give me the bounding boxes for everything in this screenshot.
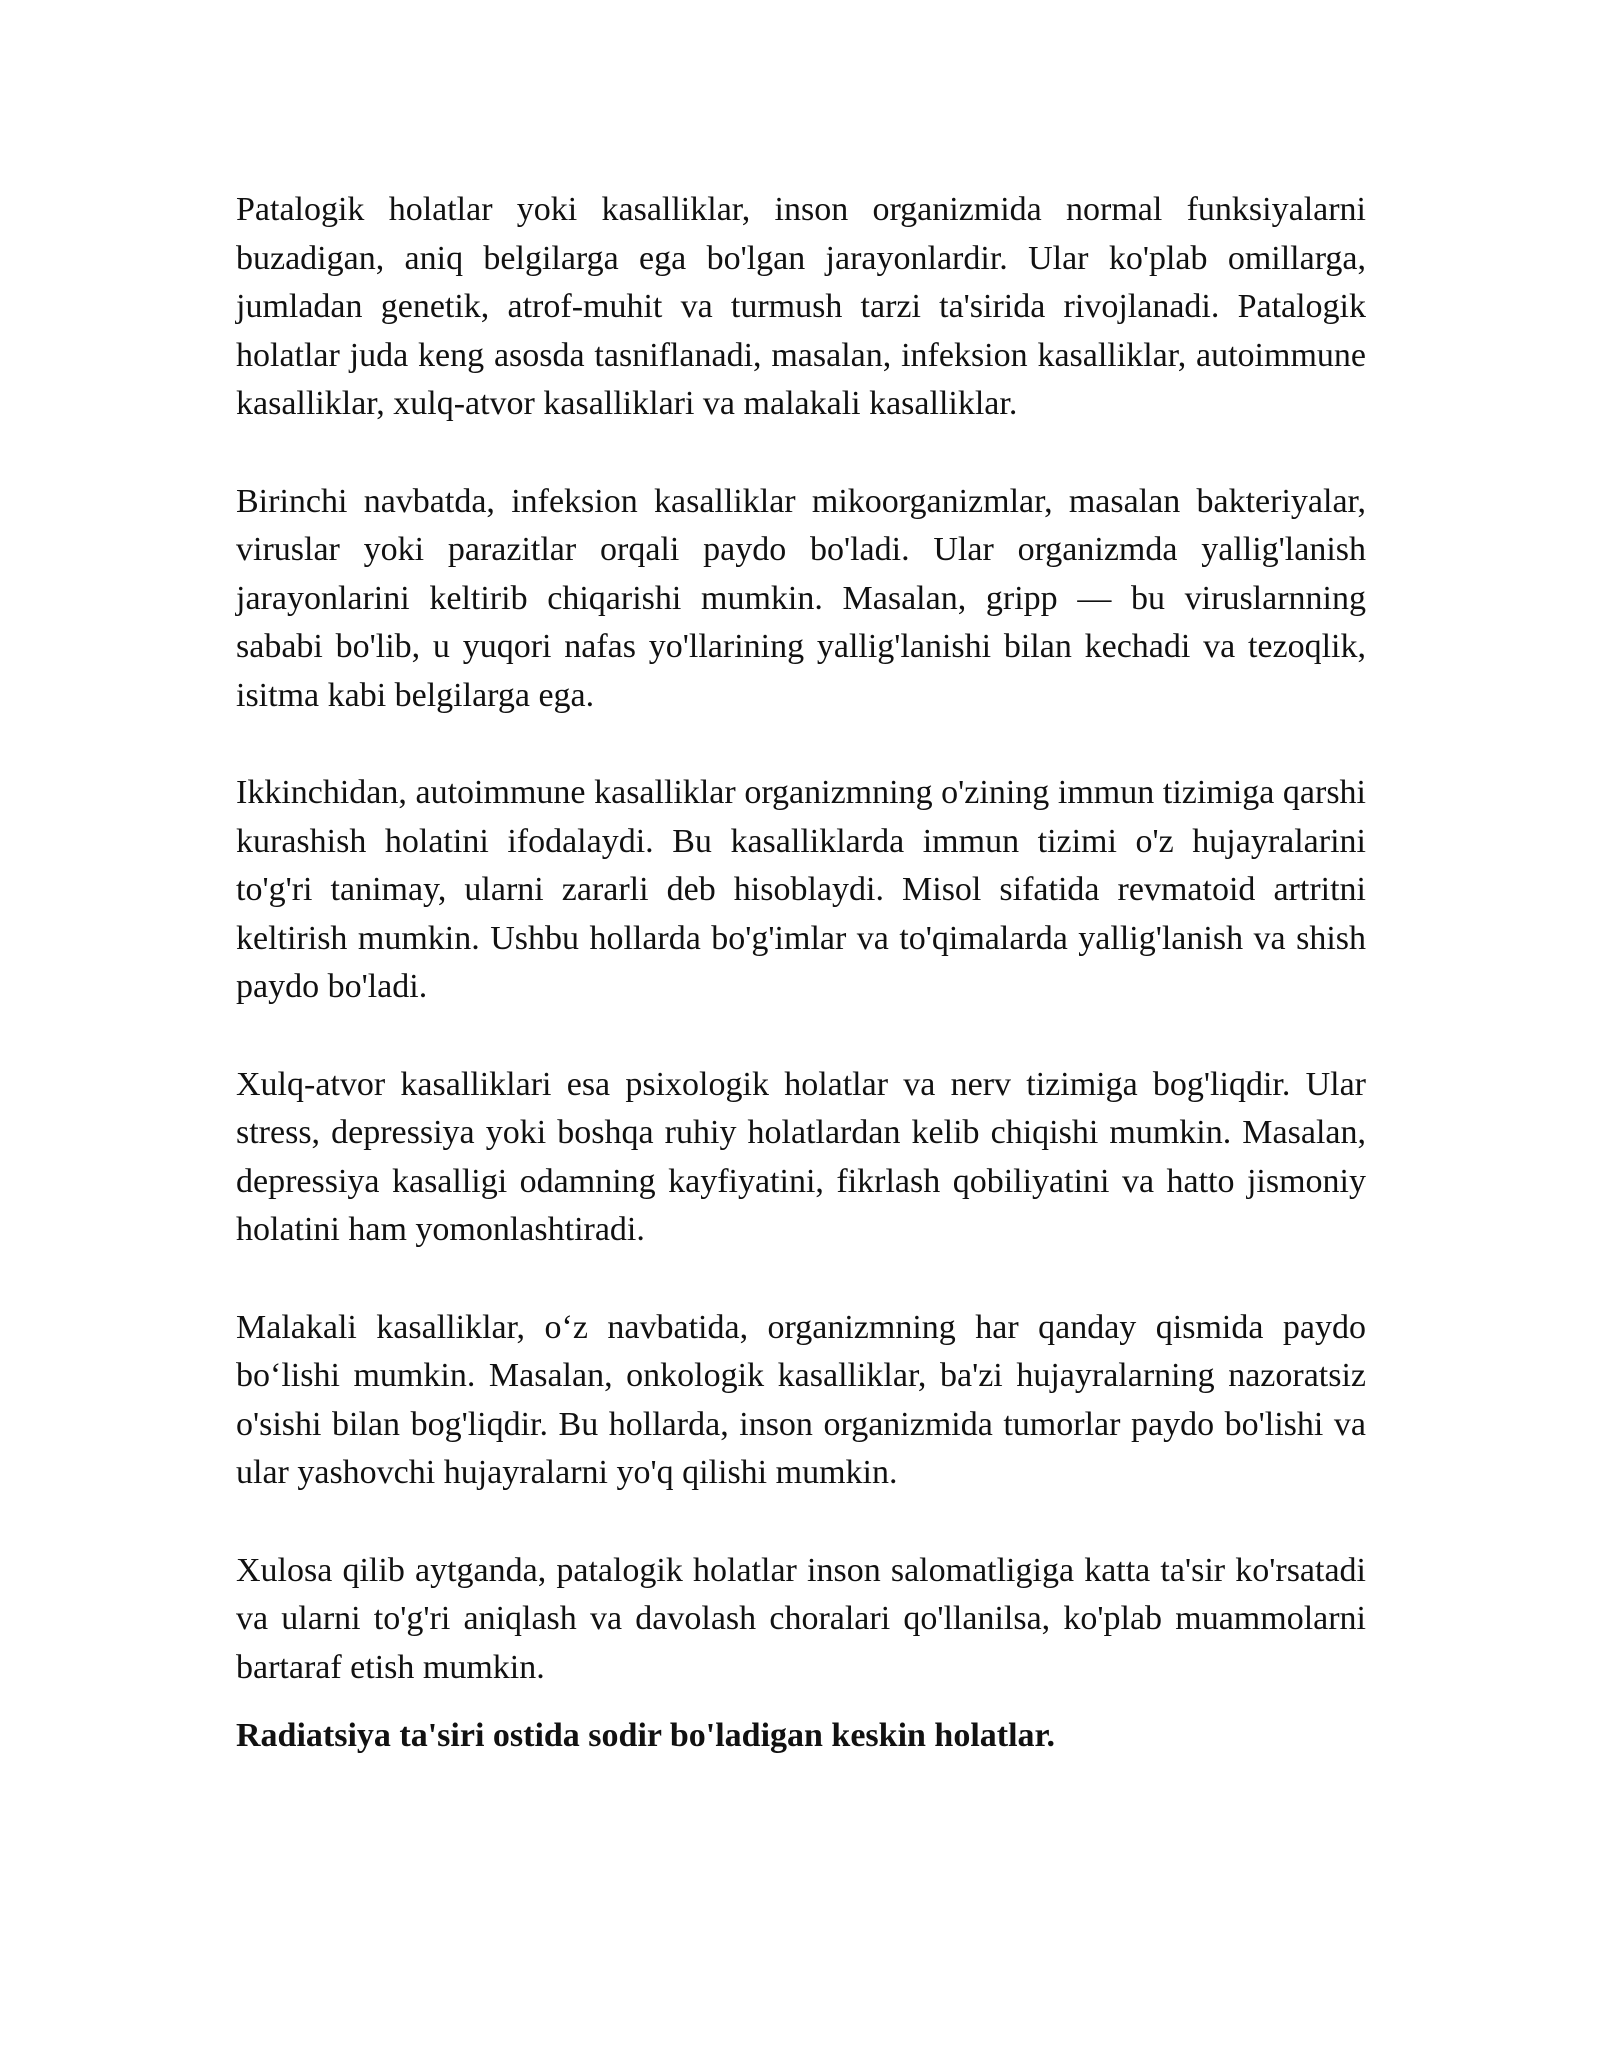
section-heading: Radiatsiya ta'siri ostida sodir bo'ladigan keskin holatlar.	[236, 1717, 1056, 1754]
paragraph-malignant: Malakali kasalliklar, oʻz navbatida, organizmning har qanday qismida paydo boʻlishi mumkin. Masalan, onkologik kasalliklar, ba'zi hujayralarning nazoratsiz o'sishi bilan bog'liqdir. Bu hollarda, inson organizmida tumorlar paydo bo'lishi va ular yashovchi hujayralarni yo'q qilishi mumkin.	[236, 1308, 1366, 1491]
paragraph-behavioral: Xulq-atvor kasalliklari esa psixologik holatlar va nerv tizimiga bog'liqdir. Ular stress, depressiya yoki boshqa ruhiy holatlardan kelib chiqishi mumkin. Masalan, depressiya kasalligi odamning kayfiyatini, fikrlash qobiliyatini va hatto jismoniy holatini ham yomonlashtiradi.	[236, 1065, 1366, 1248]
paragraph-autoimmune: Ikkinchidan, autoimmune kasalliklar organizmning o'zining immun tizimiga qarshi kurashish holatini ifodalaydi. Bu kasalliklarda immun tizimi o'z hujayralarini to'g'ri tanimay, ularni zararli deb hisoblaydi. Misol sifatida revmatoid artritni keltirish mumkin. Ushbu hollarda bo'g'imlar va to'qimalarda yallig'lanish va shish paydo bo'ladi.	[236, 774, 1366, 1005]
paragraph-conclusion: Xulosa qilib aytganda, patalogik holatlar inson salomatligiga katta ta'sir ko'rsatadi va ularni to'g'ri aniqlash va davolash choralari qo'llanilsa, ko'plab muammolarni bartaraf etish mumkin.	[236, 1551, 1366, 1686]
paragraph-intro: Patalogik holatlar yoki kasalliklar, inson organizmida normal funksiyalarni buzadigan, aniq belgilarga ega bo'lgan jarayonlardir. Ular ko'plab omillarga, jumladan genetik, atrof-muhit va turmush tarzi ta'sirida rivojlanadi. Patalogik holatlar juda keng asosda tasniflanadi, masalan, infeksion kasalliklar, autoimmune kasalliklar, xulq-atvor kasalliklari va malakali kasalliklar.	[236, 191, 1366, 422]
paragraph-infectious: Birinchi navbatda, infeksion kasalliklar mikoorganizmlar, masalan bakteriyalar, viruslar yoki parazitlar orqali paydo bo'ladi. Ular organizmda yallig'lanish jarayonlarini keltirib chiqarishi mumkin. Masalan, gripp — bu viruslarnning sababi bo'lib, u yuqori nafas yo'llarining yallig'lanishi bilan kechadi va tezoqlik, isitma kabi belgilarga ega.	[236, 482, 1366, 714]
document-page	[236, 186, 1366, 1761]
